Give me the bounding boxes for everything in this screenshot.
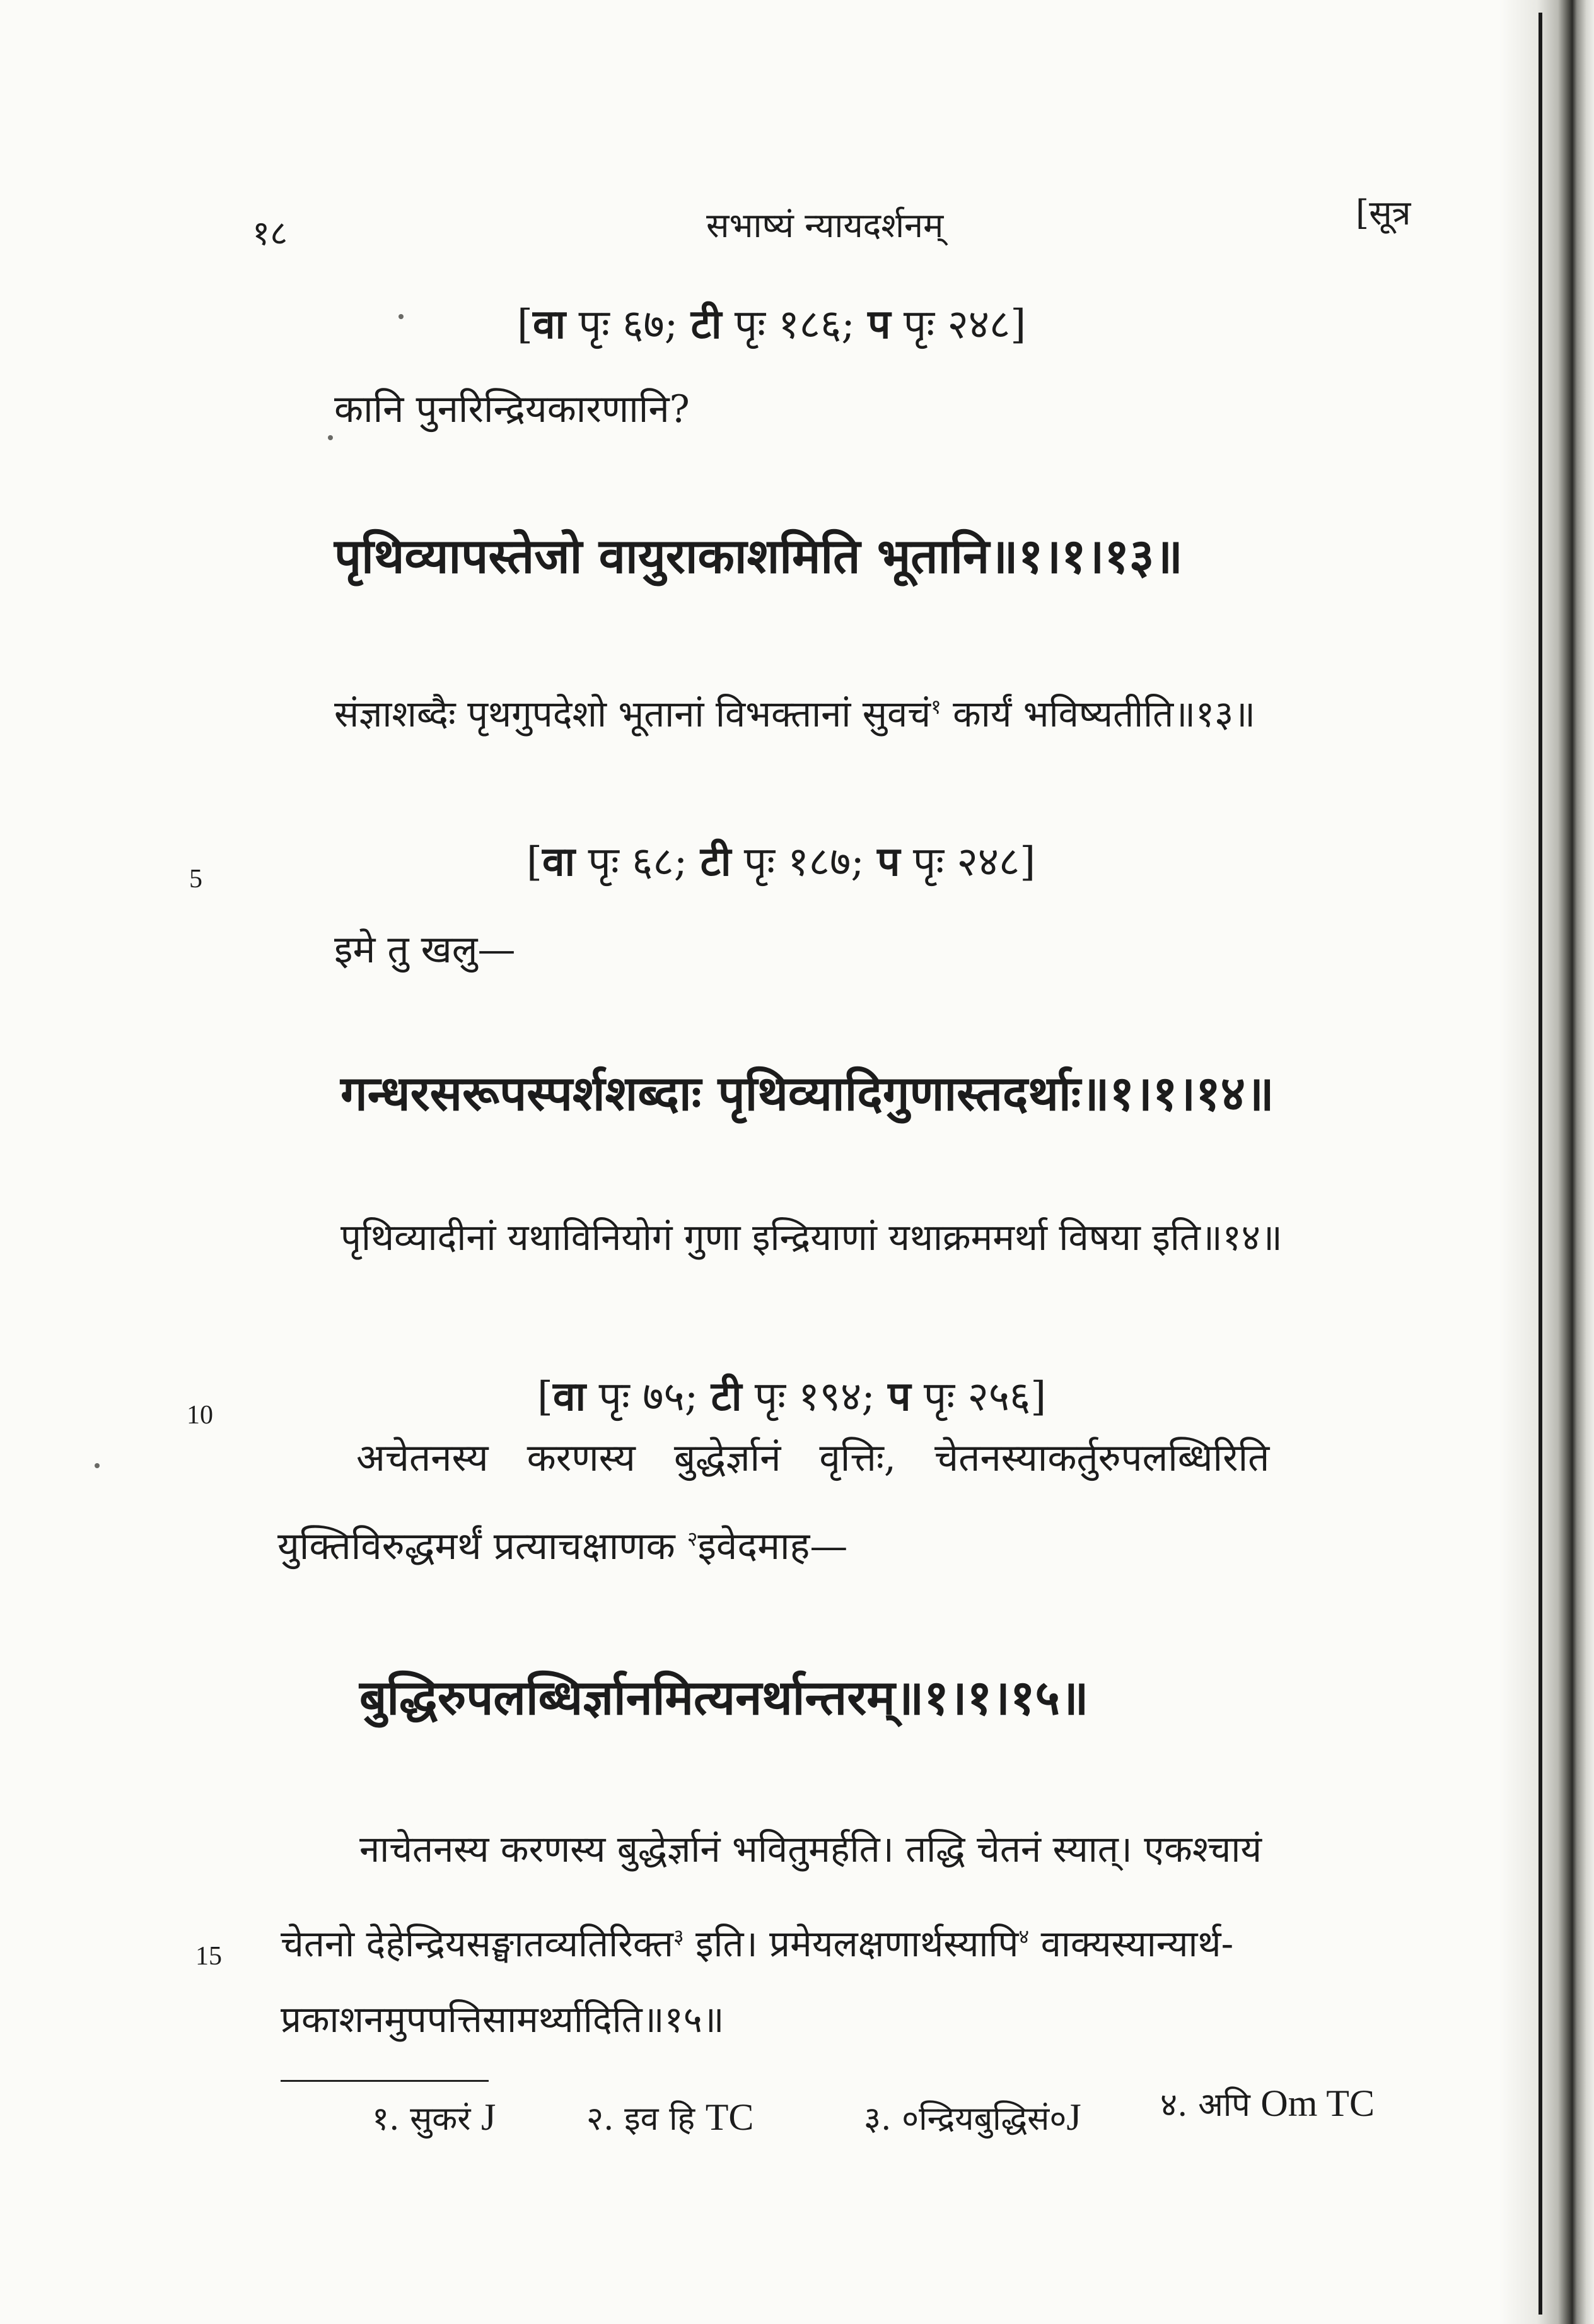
scan-speck	[328, 435, 333, 440]
section-label: [सूत्र	[1356, 193, 1411, 233]
prose-line: कानि पुनरिन्द्रियकारणानि?	[334, 387, 690, 431]
footnote-rule	[281, 2080, 489, 2082]
bhashya-14: पृथिव्यादीनां यथाविनियोगं गुणा इन्द्रियाणां यथाक्रममर्था विषया इति॥१४॥	[340, 1216, 1283, 1259]
footnote-marker: १	[931, 694, 941, 719]
commentary-reference: [वा पृः ६८; टी पृः १८७; प पृः २४८]	[526, 839, 1036, 885]
bhashya-15-line: प्रकाशनमुपपत्तिसामर्थ्यादिति॥१५॥	[281, 1998, 724, 2041]
line-number: 15	[195, 1942, 222, 1971]
footnote-4: ४. अपि Om TC	[1160, 2082, 1375, 2124]
scan-speck	[95, 1463, 100, 1468]
footnote-2: २. इव हि TC	[586, 2096, 754, 2138]
bhashya-15-line: नाचेतनस्य करणस्य बुद्धेर्ज्ञानं भवितुमर्हति। तद्धि चेतनं स्यात्। एकश्चायं	[359, 1828, 1262, 1871]
commentary-reference: [वा पृः ६७; टी पृः १८६; प पृः २४८]	[517, 301, 1027, 348]
page-number: १८	[252, 213, 288, 253]
line-number: 5	[189, 865, 202, 894]
line-number: 10	[187, 1401, 213, 1430]
sutra-13: पृथिव्यापस्तेजो वायुराकाशमिति भूतानि॥१।१।१३॥	[334, 528, 1183, 584]
running-title: सभाष्यं न्यायदर्शनम्	[706, 206, 944, 245]
footnote-marker: ३	[673, 1924, 684, 1949]
bhashya-15-line: चेतनो देहेन्द्रियसङ्घातव्यतिरिक्त$^३$ इति। प्रमेयलक्षणार्थस्यापि$^४$ वाक्यस्यान्यार्थ-	[281, 1922, 1234, 1965]
binding-shadow-line	[1539, 13, 1542, 2315]
sutra-14: गन्धरसरूपस्पर्शशब्दाः पृथिव्यादिगुणास्तदर्थाः॥१।१।१४॥	[340, 1065, 1274, 1121]
footnote-marker: २	[687, 1527, 698, 1551]
bhashya-13: संज्ञाशब्दैः पृथगुपदेशो भूतानां विभक्तानां सुवचं$^१$ कार्यं भविष्यतीति॥१३॥	[334, 692, 1256, 735]
footnote-1: १. सुकरं J	[372, 2096, 496, 2138]
commentary-reference: [वा पृः ७५; टी पृः १९४; प पृः २५६]	[537, 1374, 1047, 1420]
footnote-marker: ४	[1018, 1924, 1030, 1949]
scan-speck	[398, 314, 404, 319]
prose-line: इमे तु खलु—	[334, 928, 516, 972]
prose-line: अचेतनस्य करणस्य बुद्धेर्ज्ञानं वृत्तिः, चेतनस्याकर्तुरुपलब्धिरिति	[356, 1436, 1270, 1480]
footnote-3: ३. ०न्द्रियबुद्धिसं०J	[864, 2096, 1081, 2138]
scanned-binding-edge	[1499, 0, 1594, 2324]
prose-line: युक्तिविरुद्धमर्थं प्रत्याचक्षाणक $^२$इवेदमाह—	[277, 1524, 848, 1568]
sutra-15: बुद्धिरुपलब्धिर्ज्ञानमित्यनर्थान्तरम्॥१।१।१५॥	[359, 1669, 1089, 1725]
